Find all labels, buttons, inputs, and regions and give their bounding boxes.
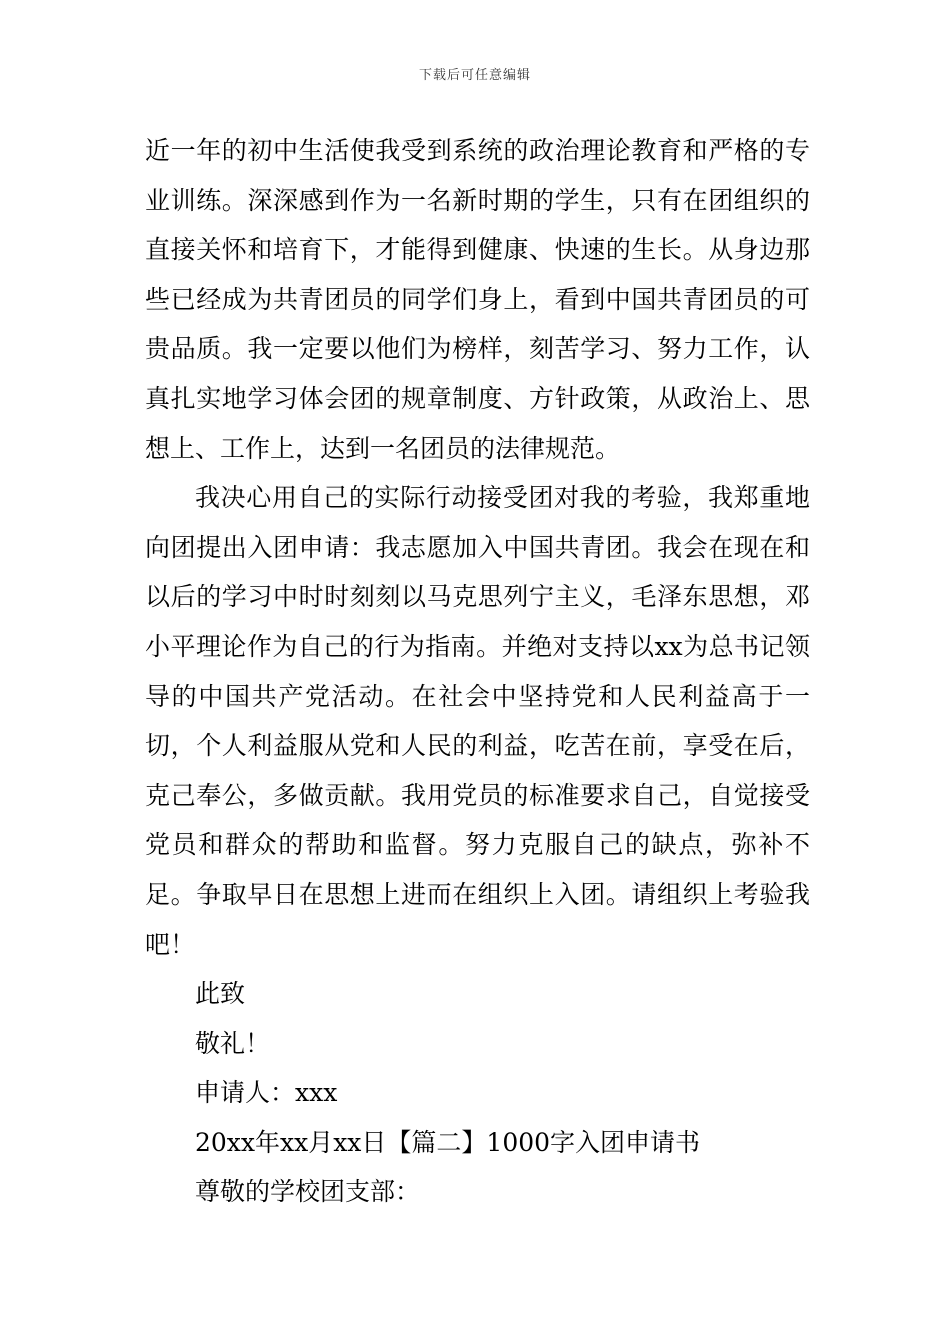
body-paragraph-1: 近一年的初中生活使我受到系统的政治理论教育和严格的专业训练。深深感到作为一名新时期的学生，只有在团组织的直接关怀和培育下，才能得到健康、快速的生长。从身边那些已经成为共青团员的同学们身上，看到中国共青团员的可贵品质。我一定要以他们为榜样，刻苦学习、努力工作，认真扎实地学习体会团的规章制度、方针政策，从政治上、思想上、工作上，达到一名团员的法律规范。 [145, 136, 810, 463]
salute-line: 敬礼！ [195, 1028, 271, 1058]
closing-line: 此致 [195, 979, 246, 1009]
applicant-line: 申请人：xxx [195, 1078, 338, 1108]
date-and-section-title: 20xx年xx月xx日【篇二】1000字入团申请书 [195, 1127, 701, 1157]
greeting-line: 尊敬的学校团支部： [195, 1177, 421, 1207]
body-paragraph-2: 我决心用自己的实际行动接受团对我的考验，我郑重地向团提出入团申请：我志愿加入中国共青团。我会在现在和以后的学习中时时刻刻以马克思列宁主义，毛泽东思想，邓小平理论作为自己的行为指南。并绝对支持以xx为总书记领导的中国共产党活动。在社会中坚持党和人民利益高于一切，个人利益服从党和人民的利益，吃苦在前，享受在后，克己奉公，多做贡献。我用党员的标准要求自己，自觉接受党员和群众的帮助和监督。努力克服自己的缺点，弥补不足。争取早日在思想上进而在组织上入团。请组织上考验我吧！ [145, 483, 810, 959]
page-header-note: 下载后可任意编辑 [418, 68, 531, 83]
document-body [145, 126, 810, 1217]
